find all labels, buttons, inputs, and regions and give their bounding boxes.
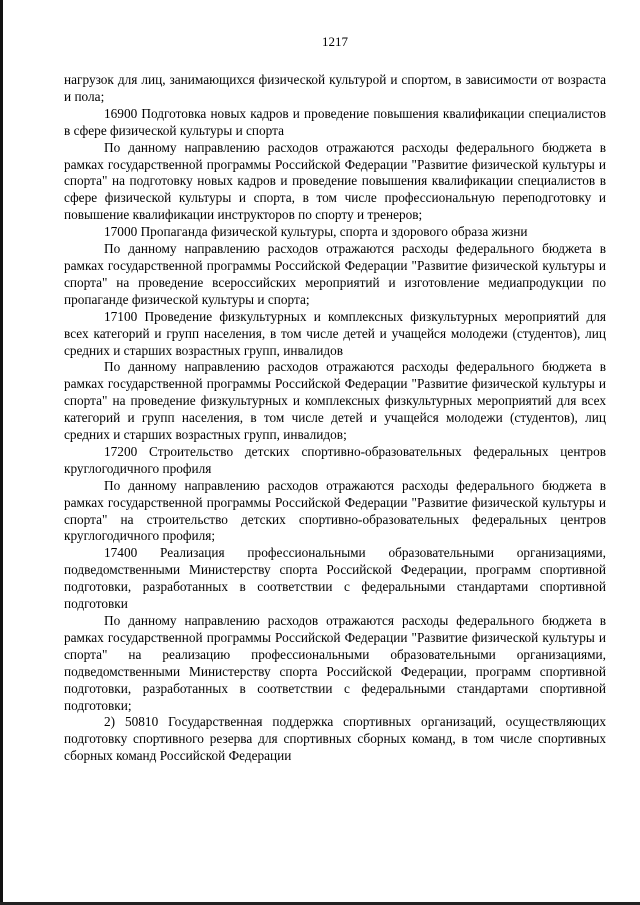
document-page <box>64 34 606 765</box>
heading-17100: 17100 Проведение физкультурных и комплексных физкультурных мероприятий для всех категорий и групп населения, в том числе детей и учащейся молодежи (студентов), лиц средних и старших возрастных групп, инвалидов <box>64 308 606 358</box>
heading-16900: 16900 Подготовка новых кадров и проведение повышения квалификации специалистов в сфере физической культуры и спорта <box>64 105 606 138</box>
paragraph-17100-description: По данному направлению расходов отражаются расходы федерального бюджета в рамках государственной программы Российской Федерации "Развитие физической культуры и спорта" на проведение физкультурных и комплексных физкультурных мероприятий для всех категорий и групп населения, в том числе детей и учащейся молодежи (студентов), лиц средних и старших возрастных групп, инвалидов; <box>64 359 606 443</box>
paragraph-17000-description: По данному направлению расходов отражаются расходы федерального бюджета в рамках государственной программы Российской Федерации "Развитие физической культуры и спорта" на проведение всероссийских мероприятий и изготовление медиапродукции по пропаганде физической культуры и спорта; <box>64 241 606 307</box>
paragraph-continuation: нагрузок для лиц, занимающихся физической культурой и спортом, в зависимости от возраста и пола; <box>64 72 606 104</box>
heading-17200: 17200 Строительство детских спортивно-образовательных федеральных центров круглогодичного профиля <box>64 443 606 476</box>
paragraph-16900-description: По данному направлению расходов отражаются расходы федерального бюджета в рамках государственной программы Российской Федерации "Развитие физической культуры и спорта" на подготовку новых кадров и проведение повышения квалификации специалистов в сфере физической культуры и спорта, в том числе профессиональную переподготовку и повышение квалификации инструкторов по спорту и тренеров; <box>64 139 606 223</box>
scan-left-edge <box>0 0 3 905</box>
paragraph-17200-description: По данному направлению расходов отражаются расходы федерального бюджета в рамках государственной программы Российской Федерации "Развитие физической культуры и спорта" на строительство детских спортивно-образовательных федеральных центров круглогодичного профиля; <box>64 477 606 544</box>
page-number: 1217 <box>322 34 348 49</box>
heading-50810: 2) 50810 Государственная поддержка спортивных организаций, осуществляющих подготовку спортивного резерва для спортивных сборных команд, в том числе спортивных сборных команд Российской Федерации <box>64 714 606 764</box>
heading-17000: 17000 Пропаганда физической культуры, спорта и здорового образа жизни <box>104 224 528 240</box>
paragraph-17400-description: По данному направлению расходов отражаются расходы федерального бюджета в рамках государственной программы Российской Федерации "Развитие физической культуры и спорта" на реализацию профессиональными образовательными организациями, подведомственными Министерству спорта Российской Федерации, программ спортивной подготовки, разработанных в соответствии с федеральными стандартами спортивной подготовки; <box>64 613 606 713</box>
heading-17400: 17400 Реализация профессиональными образовательными организациями, подведомственными Министерству спорта Российской Федерации, программ спортивной подготовки, разработанных в соответствии с федеральными стандартами спортивной подготовки <box>64 545 606 612</box>
